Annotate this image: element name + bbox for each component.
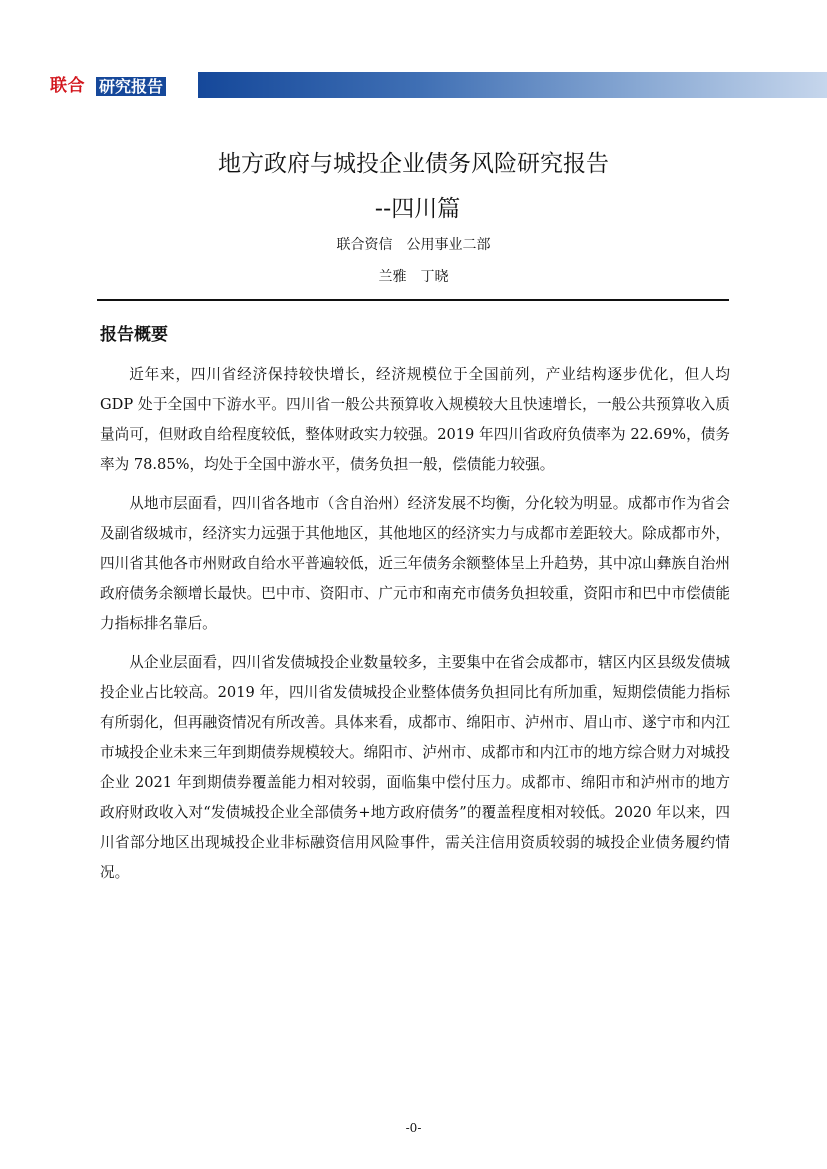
- summary-body: [100, 360, 730, 897]
- report-subtitle: --四川篇: [374, 196, 461, 222]
- header-gradient-bar: [198, 72, 827, 98]
- byline-authors: 兰雅 丁晓: [378, 269, 449, 285]
- title-divider: [97, 299, 729, 301]
- page-number: -0-: [405, 1121, 422, 1135]
- section-heading: 报告概要: [100, 325, 168, 345]
- paragraph: 从企业层面看，四川省发债城投企业数量较多，主要集中在省会成都市，辖区内区县级发债城投企业占比较高。2019 年，四川省发债城投企业整体债务负担同比有所加重，短期偿债能力指标有所弱化，但再融资情况有所改善。具体来看，成都市、绵阳市、泸州市、眉山市、遂宁市和内江市城投企业未来三年到期债券规模较大。绵阳市、泸州市、成都市和内江市的地方综合财力对城投企业 2021 年到期债券覆盖能力相对较弱，面临集中偿付压力。成都市、绵阳市和泸州市的地方政府财政收入对“发债城投企业全部债务+地方政府债务”的覆盖程度相对较低。2020 年以来，四川省部分地区出现城投企业非标融资信用风险事件，需关注信用资质较弱的城投企业债务履约情况。: [100, 654, 730, 881]
- brand-name-red: 联合: [50, 76, 85, 96]
- paragraph: 近年来，四川省经济保持较快增长，经济规模位于全国前列，产业结构逐步优化，但人均 GDP 处于全国中下游水平。四川省一般公共预算收入规模较大且快速增长，一般公共预算收入质量尚可，但财政自给程度较低，整体财政实力较强。2019 年四川省政府负债率为 22.69%，债务率为 78.85%，均处于全国中游水平，债务负担一般，偿债能力较强。: [100, 366, 730, 473]
- paragraph: 从地市层面看，四川省各地市（含自治州）经济发展不均衡，分化较为明显。成都市作为省会及副省级城市，经济实力远强于其他地区，其他地区的经济实力与成都市差距较大。除成都市外，四川省其他各市州财政自给水平普遍较低，近三年债务余额整体呈上升趋势，其中凉山彝族自治州政府债务余额增长最快。巴中市、资阳市、广元市和南充市债务负担较重，资阳市和巴中市偿债能力指标排名靠后。: [100, 495, 730, 632]
- report-title: 地方政府与城投企业债务风险研究报告: [218, 151, 609, 177]
- byline-organization: 联合资信 公用事业二部: [336, 237, 491, 253]
- brand-name-blue: 研究报告: [96, 77, 166, 96]
